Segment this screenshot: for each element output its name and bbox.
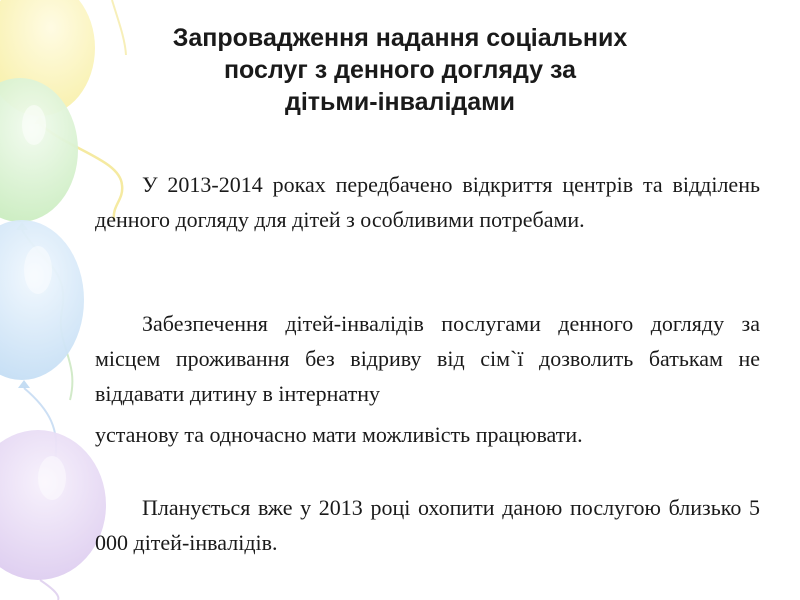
title-line: дітьми-інвалідами	[284, 88, 516, 116]
title-line: послуг з денного догляду за	[223, 56, 577, 84]
paragraph-coverage-plan: Планується вже у 2013 році охопити даною послугою близько 5 000 дітей-інвалідів.	[95, 495, 760, 555]
paragraph-day-care-benefits-main: Забезпечення дітей-інвалідів послугами денного догляду за місцем проживання без відриву від сім`ї дозволить батькам не віддавати дитину в інтернатну	[95, 311, 760, 406]
balloon-icon	[0, 430, 106, 580]
slide-title	[110, 22, 690, 118]
balloon-icon	[0, 220, 84, 388]
paragraph-centers-opening: У 2013-2014 роках передбачено відкриття центрів та відділень денного догляду для дітей з особливими потребами.	[95, 172, 760, 232]
title-line: Запровадження надання соціальних	[172, 24, 628, 52]
paragraph-day-care-benefits-last-line: установу та одночасно мати можливість працювати.	[95, 422, 583, 447]
paragraph-day-care-benefits	[95, 306, 760, 452]
balloon-string-icon	[40, 580, 58, 600]
